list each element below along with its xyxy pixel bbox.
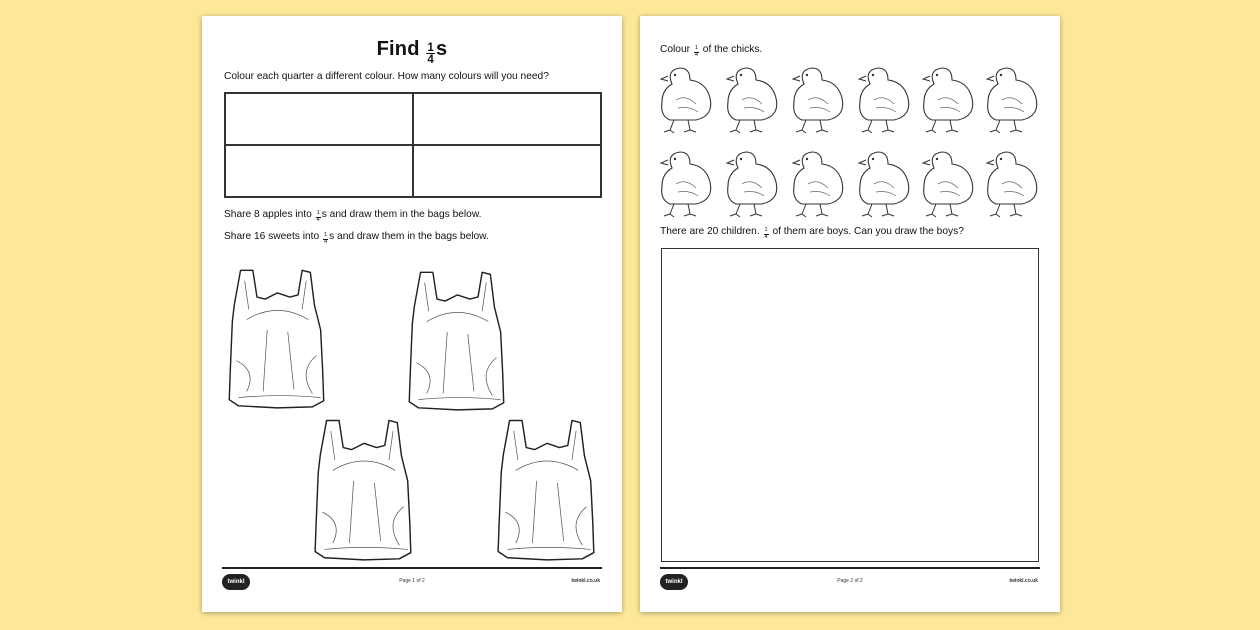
page-number: Page 1 of 2: [399, 578, 425, 584]
fraction-denominator: 4: [694, 51, 698, 58]
instruction-text: of them are boys. Can you draw the boys?: [769, 226, 964, 237]
chick-icon[interactable]: [788, 148, 848, 218]
page-title: [202, 38, 622, 66]
worksheet-page-1: [202, 16, 622, 612]
fraction-numerator: 1: [694, 44, 698, 51]
quarter-cell[interactable]: [225, 93, 413, 145]
fraction-denominator: 4: [323, 238, 328, 245]
instruction-text: Share 16 sweets into: [224, 231, 322, 242]
instruction-text: Colour: [660, 44, 693, 55]
title-fraction-numerator: 1: [427, 40, 435, 54]
chick-icon[interactable]: [854, 148, 914, 218]
chick-icon[interactable]: [656, 148, 716, 218]
chick-icon[interactable]: [656, 64, 716, 134]
fraction-quarter: [764, 228, 769, 240]
quarter-cell[interactable]: [413, 145, 601, 197]
instruction-colour-quarters: Colour each quarter a different colour. How many colours will you need?: [224, 71, 549, 82]
title-fraction: [426, 42, 435, 66]
chick-icon[interactable]: [722, 64, 782, 134]
twinkl-logo-icon: twinkl: [660, 574, 688, 590]
instruction-text: There are 20 children.: [660, 226, 763, 237]
instruction-text: s and draw them in the bags below.: [329, 231, 489, 242]
fraction-quarter: [316, 211, 321, 223]
chick-icon[interactable]: [854, 64, 914, 134]
instruction-text: s and draw them in the bags below.: [321, 209, 482, 220]
chick-icon[interactable]: [918, 64, 978, 134]
site-url: twinkl.co.uk: [571, 578, 600, 584]
fraction-quarter: [323, 233, 328, 245]
site-url: twinkl.co.uk: [1009, 578, 1038, 584]
chick-icon[interactable]: [982, 148, 1042, 218]
title-suffix: s: [436, 38, 448, 60]
chick-icon[interactable]: [918, 148, 978, 218]
bag-icon[interactable]: [400, 260, 515, 414]
title-prefix: Find: [376, 38, 426, 60]
instruction-draw-boys: [660, 226, 964, 240]
fraction-numerator: 1: [316, 209, 320, 216]
fraction-quarter: [694, 46, 699, 58]
fraction-denominator: 4: [764, 233, 768, 240]
bag-icon[interactable]: [490, 408, 604, 564]
fraction-numerator: 1: [764, 226, 768, 233]
page-number: Page 2 of 2: [837, 578, 863, 584]
drawing-box[interactable]: [661, 248, 1039, 562]
chick-icon[interactable]: [982, 64, 1042, 134]
chick-icon[interactable]: [722, 148, 782, 218]
quarter-cell[interactable]: [225, 145, 413, 197]
worksheet-page-2: [640, 16, 1060, 612]
bag-icon[interactable]: [220, 258, 335, 412]
instruction-text: Share 8 apples into: [224, 209, 315, 220]
quarter-cell[interactable]: [413, 93, 601, 145]
twinkl-logo-icon: twinkl: [222, 574, 250, 590]
footer-divider: [660, 567, 1040, 569]
instruction-share-apples: [224, 209, 481, 223]
instruction-share-sweets: [224, 231, 489, 245]
instruction-text: of the chicks.: [699, 44, 763, 55]
fraction-denominator: 4: [316, 216, 320, 223]
title-fraction-denominator: 4: [427, 53, 435, 67]
chick-icon[interactable]: [788, 64, 848, 134]
fraction-numerator: 1: [323, 231, 328, 238]
instruction-colour-chicks: [660, 44, 762, 58]
footer-divider: [222, 567, 602, 569]
bag-icon[interactable]: [310, 408, 418, 564]
quarter-grid[interactable]: [224, 92, 602, 198]
